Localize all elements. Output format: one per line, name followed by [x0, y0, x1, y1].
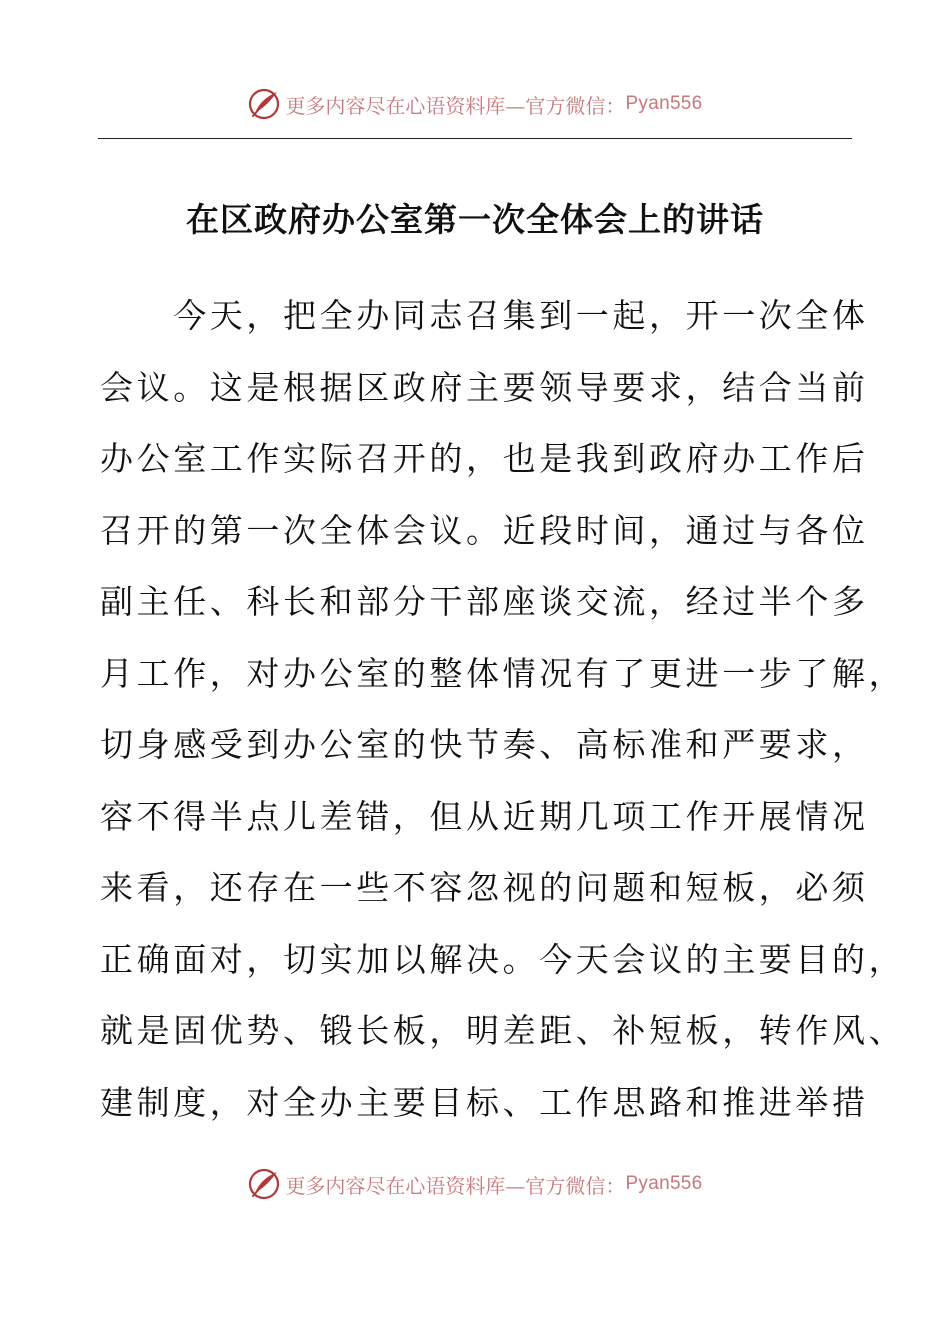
quill-logo-icon [247, 1167, 281, 1201]
header-text: 更多内容尽在心语资料库—官方微信： [285, 93, 626, 118]
footer-banner [0, 1164, 950, 1204]
body-line: 会议。这是根据区政府主要领导要求，结合当前 [100, 367, 869, 407]
body-line: 办公室工作实际召开的，也是我到政府办工作后 [100, 439, 869, 478]
quill-logo-icon [247, 87, 281, 121]
body-line: 就是固优势、锻长板，明差距、补短板，转作风、 [100, 1011, 906, 1050]
body-line: 建制度，对全办主要目标、工作思路和推进举措 [100, 1082, 869, 1122]
body-line: 切身感受到办公室的快节奏、高标准和严要求， [100, 725, 869, 764]
body-line: 来看，还存在一些不容忽视的问题和短板，必须 [100, 868, 869, 907]
body-line: 容不得半点儿差错，但从近期几项工作开展情况 [100, 796, 869, 836]
footer-wechat-id: Pyan556 [625, 1173, 703, 1194]
document-title: 在区政府办公室第一次全体会上的讲话 [186, 200, 764, 239]
body-line: 副主任、科长和部分干部座谈交流，经过半个多 [100, 582, 869, 621]
header-banner [0, 84, 950, 124]
body-line: 月工作，对办公室的整体情况有了更进一步了解， [100, 653, 906, 693]
header-divider [98, 138, 852, 139]
header-wechat-id: Pyan556 [625, 93, 703, 114]
body-line: 今天，把全办同志召集到一起，开一次全体 [100, 296, 869, 335]
footer-text: 更多内容尽在心语资料库—官方微信： [285, 1173, 626, 1198]
body-line: 正确面对，切实加以解决。今天会议的主要目的， [100, 939, 906, 979]
body-line: 召开的第一次全体会议。近段时间，通过与各位 [100, 510, 869, 550]
document-body [100, 280, 906, 1138]
